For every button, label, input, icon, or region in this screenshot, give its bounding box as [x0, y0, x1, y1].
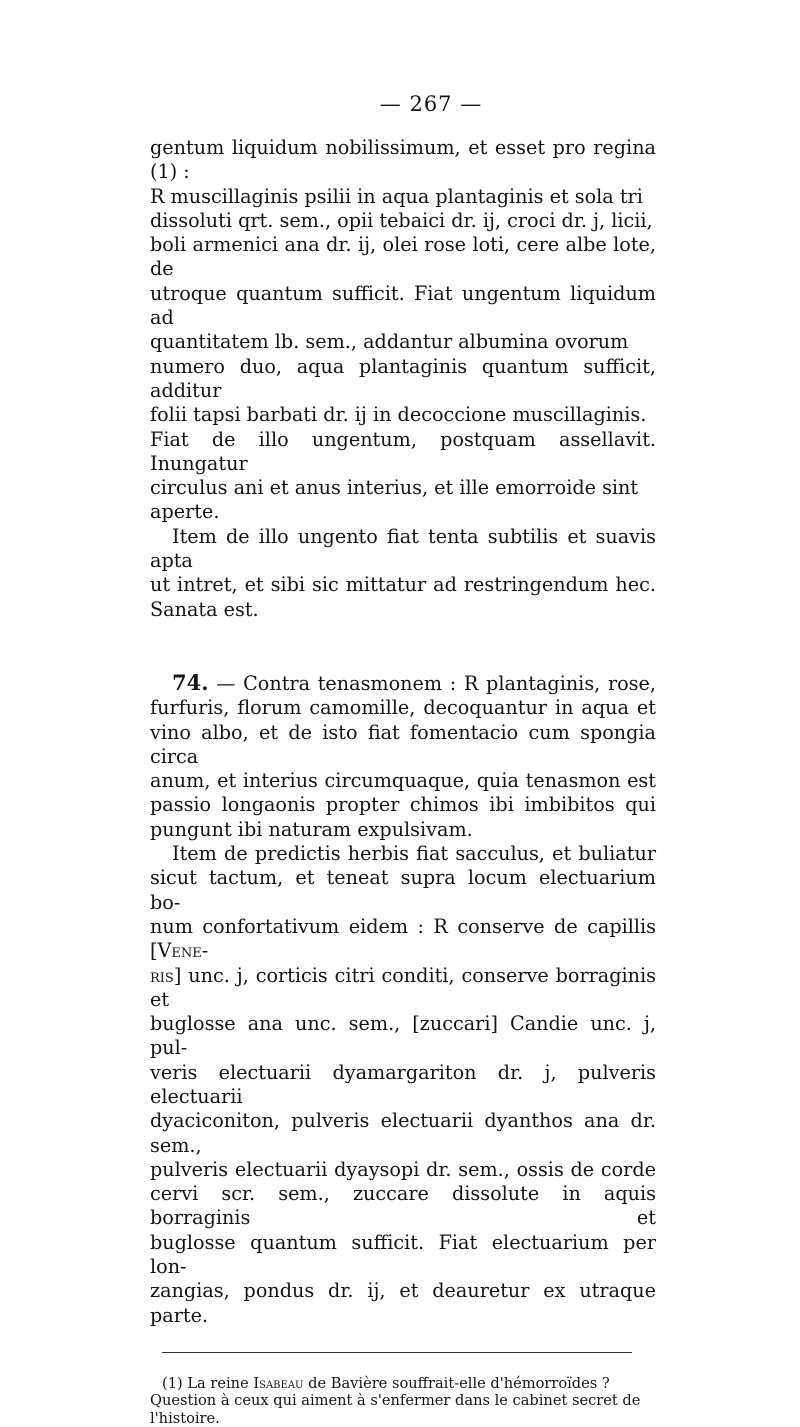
book-page: [150, 92, 656, 1427]
text-line: sicut tactum, et teneat supra locum electuarium bo-: [150, 866, 656, 914]
footnote: [150, 1375, 656, 1427]
text-line: passio longaonis propter chimos ibi imbibitos qui: [150, 793, 656, 817]
text-line: pulveris electuarii dyaysopi dr. sem., ossis de corde: [150, 1157, 656, 1181]
text-line: circulus ani et anus interius, et ille emorroide sint: [150, 476, 639, 500]
footnote-divider: [162, 1352, 632, 1353]
text-line: utroque quantum sufficit. Fiat ungentum liquidum ad: [150, 281, 656, 330]
section-spacer: [150, 622, 656, 671]
text-line: veris electuarii dyamargariton dr. j, pulveris electuarii: [150, 1060, 656, 1108]
text-line: buglosse ana unc. sem., [zuccari] Candie unc. j, pul-: [150, 1012, 656, 1060]
page-number: — 267 —: [379, 92, 483, 116]
text-line: Item de predictis herbis fiat sacculus, et buliatur: [172, 842, 656, 866]
text-line: anum, et interius circumquaque, quia tenasmon est: [150, 769, 656, 793]
text-fragment: ] unc. j, corticis citri conditi, conserve borraginis et: [150, 963, 656, 1011]
section-74-second-paragraph: [150, 842, 656, 1328]
footnote-name: Isabeau: [253, 1374, 304, 1392]
text-line: boli armenici ana dr. ij, olei rose loti, cere albe lote, de: [150, 233, 656, 281]
text-line: buglosse quantum sufficit. Fiat electuarium per lon-: [150, 1230, 656, 1279]
text-fragment: num confortativum eidem : R conserve de capillis [: [150, 914, 656, 963]
text-line: furfuris, florum camomille, decoquantur in aqua et: [150, 696, 656, 720]
text-line: [150, 964, 656, 1013]
text-line: vino albo, et de isto fiat fomentacio cum spongia circa: [150, 720, 656, 768]
footnote-line: Question à ceux qui aiment à s'enfermer dans le cabinet secret de: [150, 1392, 641, 1410]
section-number: 74.: [172, 669, 209, 695]
section-74: [150, 671, 656, 1328]
text-line: aperte.: [150, 500, 220, 524]
footnote-marker: (1): [162, 1374, 183, 1392]
text-line: Fiat de illo ungentum, postquam assellavit. Inungatur: [150, 427, 656, 475]
text-line: Item de illo ungento fiat tenta subtilis et suavis apta: [150, 524, 656, 573]
smallcaps-fragment: ris: [150, 963, 174, 987]
section-74-first-paragraph: [150, 671, 656, 842]
text-line: [150, 915, 656, 964]
paragraph-ointment-recipe: [150, 136, 656, 525]
section-intro-text: — Contra tenasmonem : R plantaginis, rose,: [216, 671, 656, 695]
footnote-line: l'histoire.: [150, 1409, 220, 1427]
text-line: folii tapsi barbati dr. ij in decoccione muscillaginis.: [150, 403, 647, 427]
text-line: dissoluti qrt. sem., opii tebaici dr. ij, croci dr. j, licii,: [150, 208, 653, 232]
text-before-section: [150, 136, 656, 622]
text-line: [150, 671, 656, 696]
text-line: Sanata est.: [150, 597, 259, 621]
footnote-text: de Bavière souffrait-elle d'hémorroïdes ?: [308, 1374, 610, 1392]
text-line: quantitatem lb. sem., addantur albumina ovorum: [150, 330, 629, 354]
text-line: R muscillaginis psilii in aqua plantaginis et sola tri: [150, 184, 643, 208]
text-line: numero duo, aqua plantaginis quantum sufficit, additur: [150, 354, 656, 402]
text-line: zangias, pondus dr. ij, et deauretur ex utraque parte.: [150, 1279, 656, 1327]
footnote-line: [150, 1375, 656, 1393]
smallcaps-fragment: Vene-: [157, 939, 209, 963]
footnote-text: La reine: [187, 1374, 249, 1392]
text-line: gentum liquidum nobilissimum, et esset pro regina (1) :: [150, 136, 656, 184]
text-line: pungunt ibi naturam expulsivam.: [150, 817, 473, 841]
text-line: cervi scr. sem., zuccare dissolute in aquis borraginis et: [150, 1182, 656, 1230]
text-line: dyaciconiton, pulveris electuarii dyanthos ana dr. sem.,: [150, 1109, 656, 1157]
paragraph-tenta: [150, 525, 656, 622]
text-line: ut intret, et sibi sic mittatur ad restringendum hec.: [150, 573, 656, 597]
